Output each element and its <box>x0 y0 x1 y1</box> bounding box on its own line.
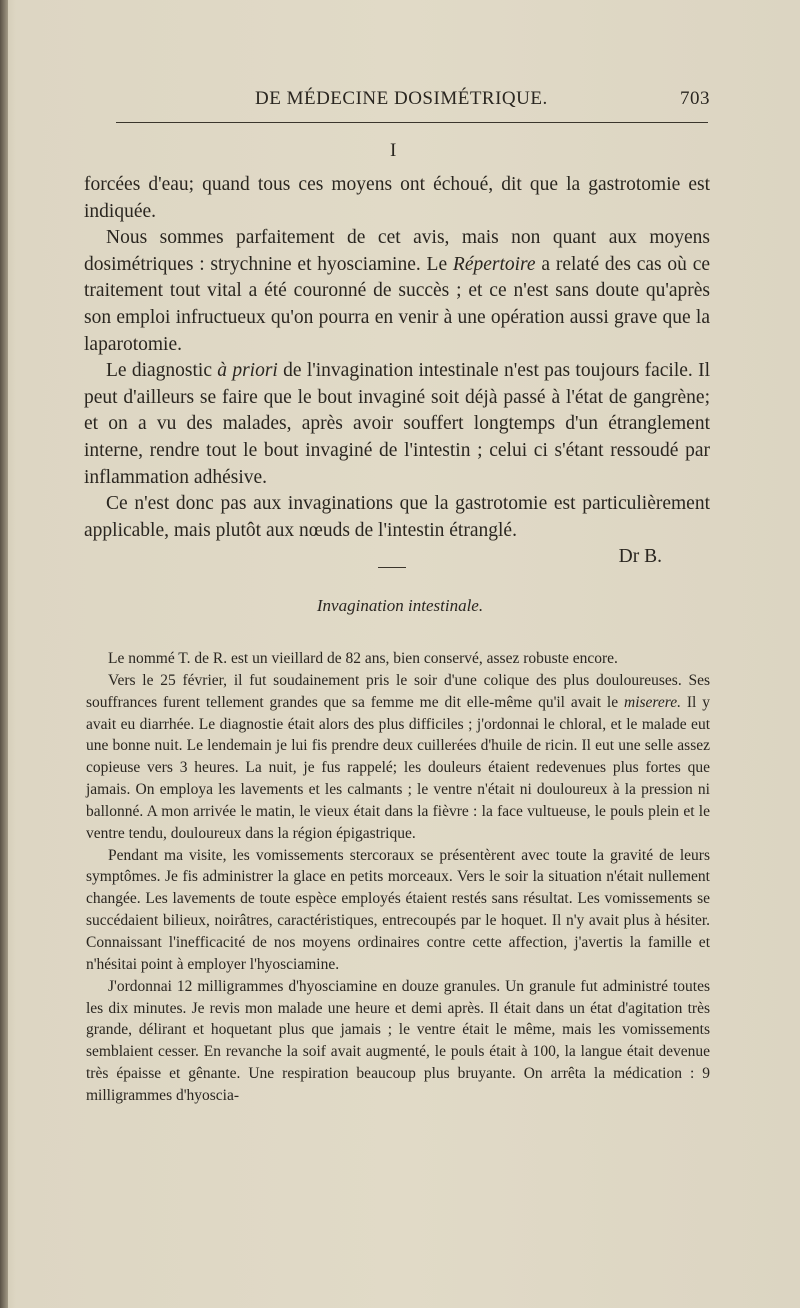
header-rule <box>116 122 708 123</box>
paragraph: forcées d'eau; quand tous ces moyens ont échoué, dit que la gastrotomie est indiquée. <box>84 174 710 222</box>
emphasis: miserere. <box>624 693 681 711</box>
running-title: DE MÉDECINE DOSIMÉTRIQUE. <box>255 88 548 109</box>
paragraph: Nous sommes parfaitement de cet avis, mais non quant aux moyens dosimétriques : strychnine et hyosciamine. Le Répertoire a relaté des cas où ce traitement tout vital a été couronné de succès ; et ce n'est sans doute qu'après son emploi infructueux qu'on pourra en venir à une opération aussi grave que la laparotomie. <box>84 227 711 355</box>
paragraph: Ce n'est donc pas aux invaginations que la gastrotomie est particulièrement applicable, mais plutôt aux nœuds de l'intestin étranglé. <box>84 493 710 541</box>
paragraph: J'ordonnai 12 milligrammes d'hyosciamine en douze granules. Un granule fut administré toutes les dix minutes. Je revis mon malade une heure et demi après. Il était dans un état d'agitation très grande, délirant et hoquetant plus que jamais ; le ventre était le même, mais les vomissements semblaient cesser. En revanche la soif avait augmenté, le pouls était à 100, la langue était devenue très épaisse et gênante. Une respiration beaucoup plus bruyante. On arrêta la médication : 9 milligrammes d'hyoscia- <box>86 977 710 1104</box>
section-title: Invagination intestinale. <box>316 596 484 615</box>
page-number: 703 <box>680 88 710 109</box>
emphasis: Répertoire <box>452 253 536 275</box>
lower-article <box>86 648 710 1107</box>
paragraph: Le diagnostic à priori de l'invagination intestinale n'est pas toujours facile. Il peut d'ailleurs se faire que le bout invaginé soit déjà passé à l'état de gangrène; et on a vu des malades, après avoir souffert longtemps d'un étranglement interne, rendre tout le bout invaginé de l'intestin ; celui ci s'étant ressoudé par inflammation adhésive. <box>84 360 710 488</box>
section-separator <box>378 567 406 568</box>
paragraph: Le nommé T. de R. est un vieillard de 82 ans, bien conservé, assez robuste encore. <box>108 650 618 667</box>
paragraph: Pendant ma visite, les vomissements stercoraux se présentèrent avec toute la gravité de leurs symptômes. Je fis administrer la glace en petits morceaux. Vers le soir la situation n'était nullement changée. Les lavements de toute espèce employés étaient restés sans résultat. Les vomissements se succédaient bilieux, noirâtres, caractéristiques, entrecoupés par le hoquet. Il n'y avait plus à hésiter. Connaissant l'inefficacité de nos moyens ordinaires contre cette affection, j'avertis la famille et n'hésitai point à employer l'hyosciamine. <box>86 846 710 973</box>
emphasis: à priori <box>217 360 278 382</box>
signature-mark: I <box>390 140 397 161</box>
author-signature: Dr B. <box>618 546 662 568</box>
paragraph: Vers le 25 février, il fut soudainement pris le soir d'une colique des plus douloureuses. Ses souffrances furent tellement grandes que sa femme me dit elle-même qu'il avait le miserere. Il y avait eu diarrhée. Le diagnostie était alors des plus difficiles ; j'ordonnai le chloral, et le malade eut une bonne nuit. Le lendemain je lui fis prendre deux cuillerées d'huile de ricin. Il eut une selle assez copieuse vers 3 heures. La nuit, je fus rappelé; les douleurs étaient redevenues plus fortes que jamais. On employa les lavements et les calmants ; le ventre n'était ni douloureux à la pression ni ballonné. A mon arrivée le matin, le vieux était dans la fièvre : la face vultueuse, le pouls plein et le ventre tendu, douloureux dans la région épigastrique. <box>86 671 710 842</box>
upper-article <box>84 172 710 571</box>
book-spine-shadow <box>0 0 8 1308</box>
